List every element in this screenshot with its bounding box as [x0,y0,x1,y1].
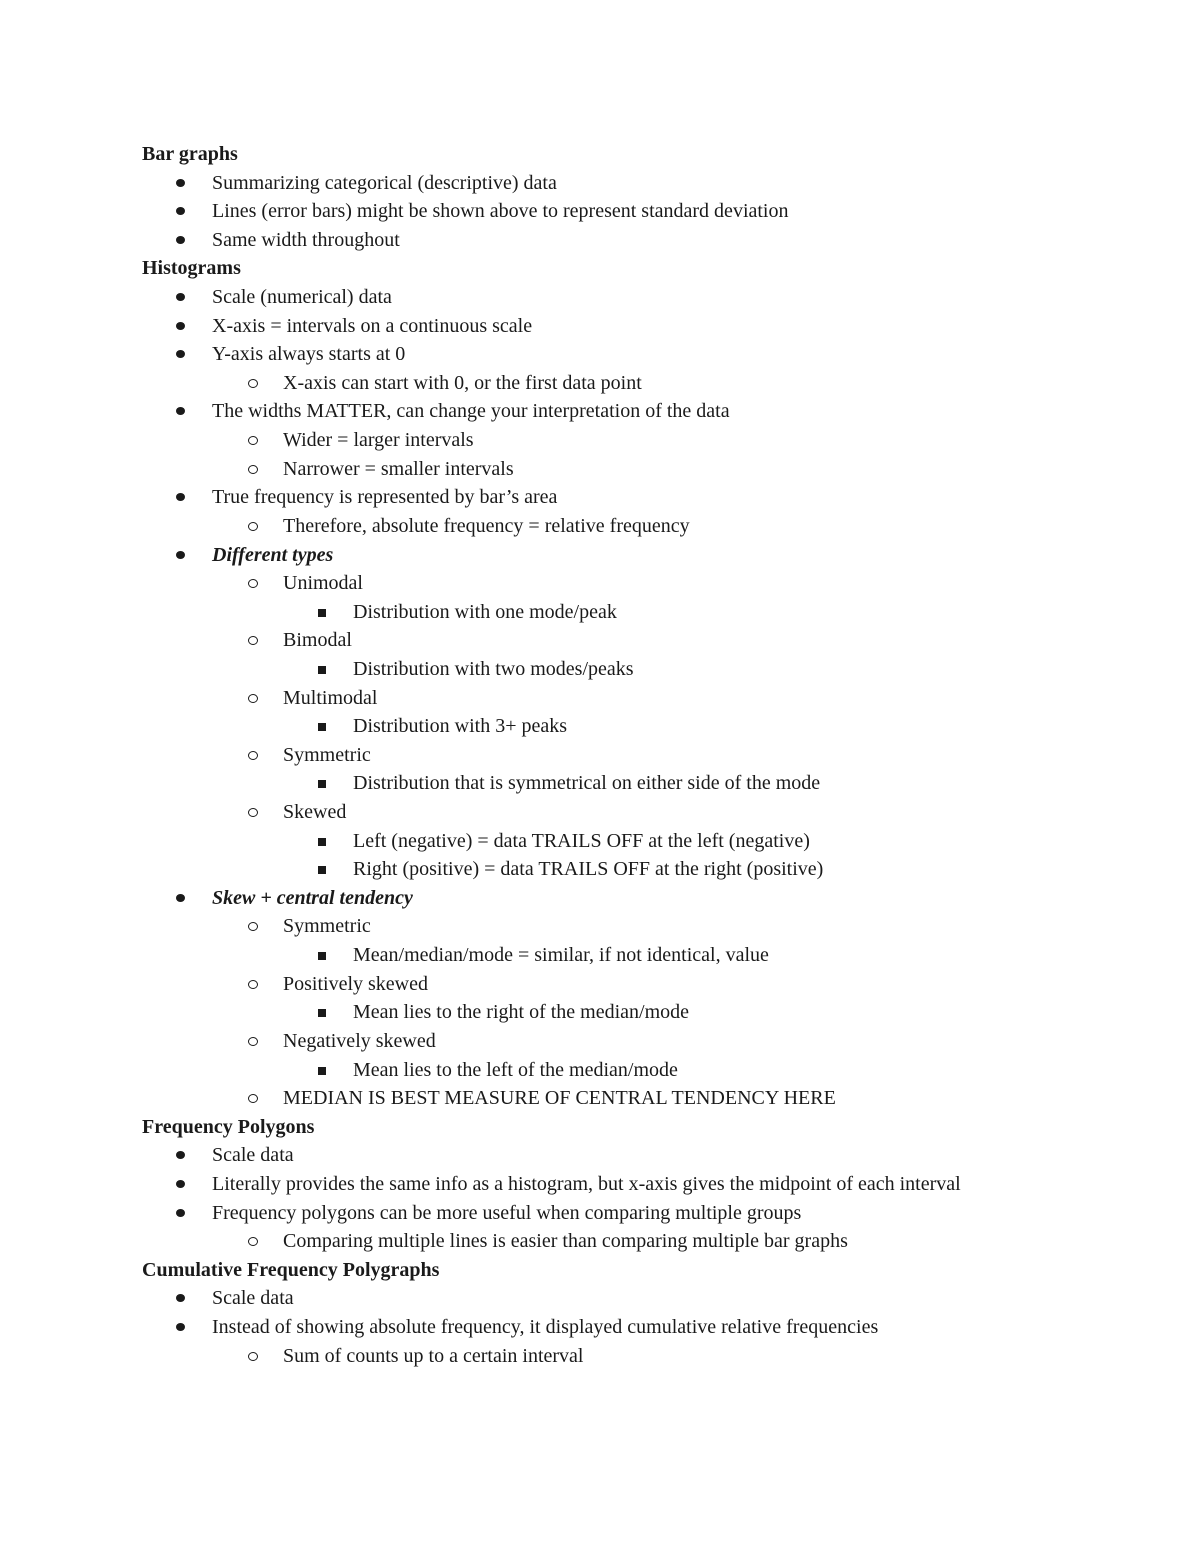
list-item [0,855,1200,884]
item-text: Symmetric [283,743,371,766]
item-text: Distribution with two modes/peaks [353,657,634,680]
item-text: Mean lies to the right of the median/mode [353,1001,690,1024]
list-item [0,769,1200,798]
list-item [0,741,1200,770]
list-item [0,827,1200,856]
item-text: Y-axis always starts at 0 [212,343,406,366]
list-item [0,970,1200,999]
section-heading [0,1113,1200,1142]
item-text: Distribution with one mode/peak [353,600,617,623]
list-item [0,169,1200,198]
item-text: Mean/median/mode = similar, if not identical, value [353,944,769,967]
item-text: Scale (numerical) data [212,286,392,309]
item-text: Mean lies to the left of the median/mode [353,1058,678,1081]
list-item [0,569,1200,598]
list-item [0,712,1200,741]
item-text: Negatively skewed [283,1029,436,1052]
list-item [0,684,1200,713]
item-text: Skew + central tendency [212,886,413,909]
item-text: Left (negative) = data TRAILS OFF at the left (negative) [353,829,810,852]
item-text: The widths MATTER, can change your interpretation of the data [212,400,730,423]
list-item [0,1170,1200,1199]
item-text: Scale data [212,1287,294,1310]
list-item [0,1199,1200,1228]
item-text: Therefore, absolute frequency = relative frequency [283,514,690,537]
section-heading [0,254,1200,283]
list-item [0,483,1200,512]
list-item [0,455,1200,484]
item-text: Narrower = smaller intervals [283,457,514,480]
item-text: X-axis can start with 0, or the first data point [283,371,642,394]
list-item [0,369,1200,398]
list-item [0,598,1200,627]
list-item [0,283,1200,312]
item-text: MEDIAN IS BEST MEASURE OF CENTRAL TENDENCY HERE [283,1087,836,1110]
list-item [0,226,1200,255]
section-heading [0,140,1200,169]
list-item [0,1027,1200,1056]
list-item [0,340,1200,369]
item-text: Skewed [283,801,347,824]
heading-text: Histograms [142,257,241,280]
list-item [0,1141,1200,1170]
list-item [0,912,1200,941]
list-item [0,426,1200,455]
list-item [0,397,1200,426]
item-text: True frequency is represented by bar’s area [212,486,558,509]
heading-text: Bar graphs [142,143,238,165]
item-text: Distribution with 3+ peaks [353,715,568,738]
document-body [0,140,1200,1370]
list-item [0,998,1200,1027]
item-text: Frequency polygons can be more useful when comparing multiple groups [212,1201,802,1224]
section-heading [0,1256,1200,1285]
list-item [0,655,1200,684]
item-text: Positively skewed [283,972,428,995]
list-item [0,1084,1200,1113]
item-text: Symmetric [283,915,371,938]
list-item [0,541,1200,570]
item-text: Summarizing categorical (descriptive) data [212,171,557,194]
item-text: X-axis = intervals on a continuous scale [212,314,533,337]
list-item [0,1313,1200,1342]
heading-text: Frequency Polygons [142,1115,315,1138]
item-text: Lines (error bars) might be shown above to represent standard deviation [212,200,789,223]
heading-text: Cumulative Frequency Polygraphs [142,1258,440,1281]
item-text: Different types [212,543,334,566]
item-text: Multimodal [283,686,378,709]
list-item [0,512,1200,541]
list-item [0,1342,1200,1371]
item-text: Same width throughout [212,228,400,251]
list-item [0,312,1200,341]
item-text: Scale data [212,1144,294,1167]
list-item [0,798,1200,827]
item-text: Unimodal [283,572,363,595]
list-item [0,197,1200,226]
list-item [0,941,1200,970]
list-item [0,626,1200,655]
item-text: Right (positive) = data TRAILS OFF at the right (positive) [353,858,824,881]
item-text: Wider = larger intervals [283,429,474,452]
item-text: Literally provides the same info as a histogram, but x-axis gives the midpoint of each interval [212,1172,961,1195]
item-text: Distribution that is symmetrical on either side of the mode [353,772,821,795]
item-text: Sum of counts up to a certain interval [283,1344,584,1367]
list-item [0,1284,1200,1313]
list-item [0,1227,1200,1256]
list-item [0,1056,1200,1085]
list-item [0,884,1200,913]
item-text: Instead of showing absolute frequency, it displayed cumulative relative frequencies [212,1315,879,1338]
item-text: Comparing multiple lines is easier than comparing multiple bar graphs [283,1230,848,1253]
item-text: Bimodal [283,629,352,652]
